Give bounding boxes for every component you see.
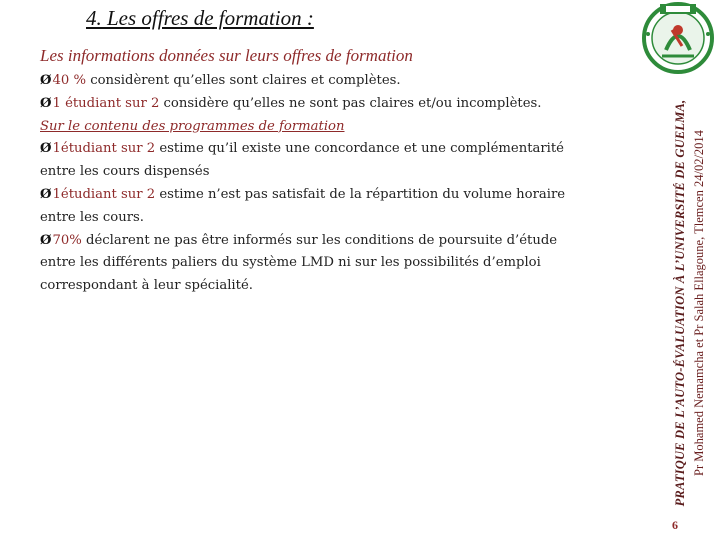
section-heading: Sur le contenu des programmes de formation xyxy=(40,118,345,134)
bullet-text: estime n’est pas satisfait de la répartition du volume horaire xyxy=(155,186,566,202)
bullet-highlight: 1étudiant sur 2 xyxy=(52,141,156,157)
university-seal-icon xyxy=(636,0,720,80)
bullet-item xyxy=(40,230,614,253)
bullet-highlight: 70% xyxy=(52,232,82,248)
bullet-continuation: correspondant à leur spécialité. xyxy=(40,278,253,294)
bullet-text: considère qu’elles ne sont pas claires et/ou incomplètes. xyxy=(159,95,542,111)
arrow-bullet-icon: Ø xyxy=(40,73,52,88)
bullet-item xyxy=(40,184,614,207)
vertical-caption xyxy=(660,84,720,522)
page-number: 6 xyxy=(672,518,678,532)
bullet-continuation: entre les cours dispensés xyxy=(40,164,210,180)
vertical-authors: Pr Mohamed Nemamcha et Pr Salah Ellagoune, Tlemcen 24/02/2014 xyxy=(692,130,706,476)
bullet-item xyxy=(40,138,614,161)
arrow-bullet-icon: Ø xyxy=(40,186,52,202)
bullet-continuation: entre les cours. xyxy=(40,209,144,225)
bullet-item xyxy=(40,93,614,116)
bullet-highlight: 1 étudiant sur 2 xyxy=(52,95,160,111)
slide-body xyxy=(40,70,614,298)
bullet-highlight: 1étudiant sur 2 xyxy=(52,186,156,202)
bullet-highlight: 40 % xyxy=(52,73,87,88)
bullet-text: considèrent qu’elles sont claires et complètes. xyxy=(86,73,401,88)
bullet-item xyxy=(40,70,614,93)
vertical-title: PRATIQUE DE L’AUTO-ÉVALUATION À L’UNIVERSITÉ DE GUELMA, xyxy=(673,99,687,507)
arrow-bullet-icon: Ø xyxy=(40,141,52,157)
bullet-text: estime qu’il existe une concordance et une complémentarité xyxy=(155,141,564,157)
slide-subtitle: Les informations données sur leurs offres de formation xyxy=(40,46,413,65)
arrow-bullet-icon: Ø xyxy=(40,95,52,111)
arrow-bullet-icon: Ø xyxy=(40,232,52,248)
bullet-continuation: entre les différents paliers du système LMD ni sur les possibilités d’emploi xyxy=(40,255,541,271)
slide-title: 4. Les offres de formation : xyxy=(86,6,314,30)
bullet-text: déclarent ne pas être informés sur les conditions de poursuite d’étude xyxy=(81,232,558,248)
